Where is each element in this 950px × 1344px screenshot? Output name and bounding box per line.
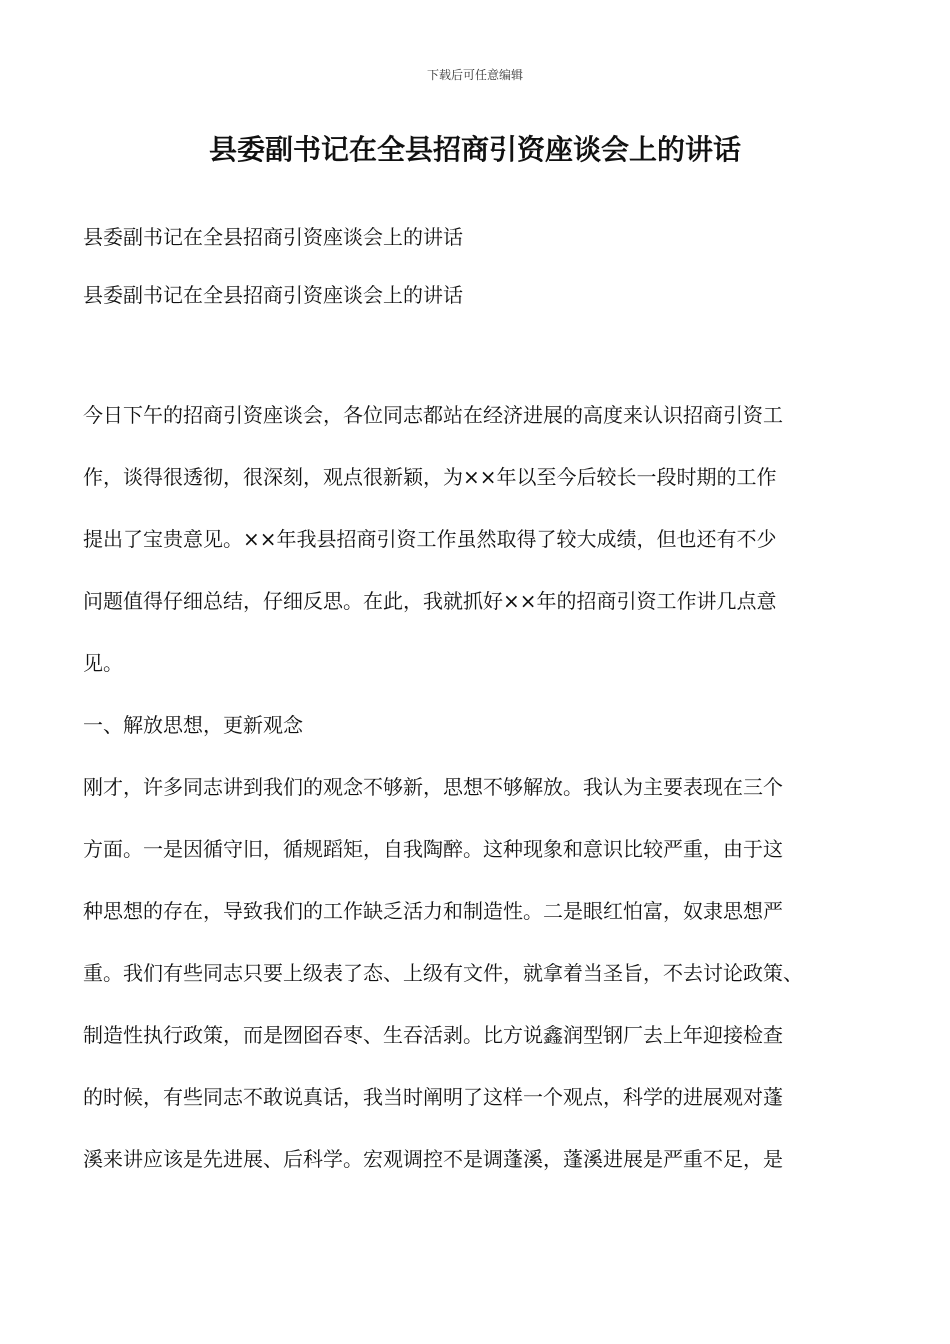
paragraph-line: 今日下午的招商引资座谈会，各位同志都站在经济进展的高度来认识招商引资工 bbox=[83, 403, 783, 427]
paragraph-line: 种思想的存在，导致我们的工作缺乏活力和制造性。二是眼红怕富，奴隶思想严 bbox=[83, 899, 783, 923]
section-heading: 一、解放思想，更新观念 bbox=[83, 713, 303, 737]
paragraph-line: 作，谈得很透彻，很深刻，观点很新颖，为××年以至今后较长一段时期的工作 bbox=[83, 465, 777, 489]
document-title: 县委副书记在全县招商引资座谈会上的讲话 bbox=[208, 133, 741, 166]
body-text bbox=[83, 384, 873, 1190]
paragraph-line: 见。 bbox=[83, 651, 123, 675]
paragraph-line: 刚才，许多同志讲到我们的观念不够新，思想不够解放。我认为主要表现在三个 bbox=[83, 775, 783, 799]
paragraph-line: 重。我们有些同志只要上级表了态、上级有文件，就拿着当圣旨，不去讨论政策、 bbox=[83, 961, 803, 985]
subtitle-line: 县委副书记在全县招商引资座谈会上的讲话 bbox=[83, 283, 463, 307]
subtitle-line: 县委副书记在全县招商引资座谈会上的讲话 bbox=[83, 225, 463, 249]
paragraph-line: 的时候，有些同志不敢说真话，我当时阐明了这样一个观点，科学的进展观对蓬 bbox=[83, 1085, 783, 1109]
paragraph-line: 方面。一是因循守旧，循规蹈矩，自我陶醉。这种现象和意识比较严重，由于这 bbox=[83, 837, 783, 861]
paragraph-line: 制造性执行政策，而是囫囵吞枣、生吞活剥。比方说鑫润型钢厂去上年迎接检查 bbox=[83, 1023, 783, 1047]
paragraph-line: 提出了宝贵意见。××年我县招商引资工作虽然取得了较大成绩，但也还有不少 bbox=[83, 527, 777, 551]
paragraph-line: 问题值得仔细总结，仔细反思。在此，我就抓好××年的招商引资工作讲几点意 bbox=[83, 589, 777, 613]
header-note: 下载后可任意编辑 bbox=[426, 68, 523, 82]
paragraph-line: 溪来讲应该是先进展、后科学。宏观调控不是调蓬溪，蓬溪进展是严重不足，是 bbox=[83, 1147, 783, 1171]
